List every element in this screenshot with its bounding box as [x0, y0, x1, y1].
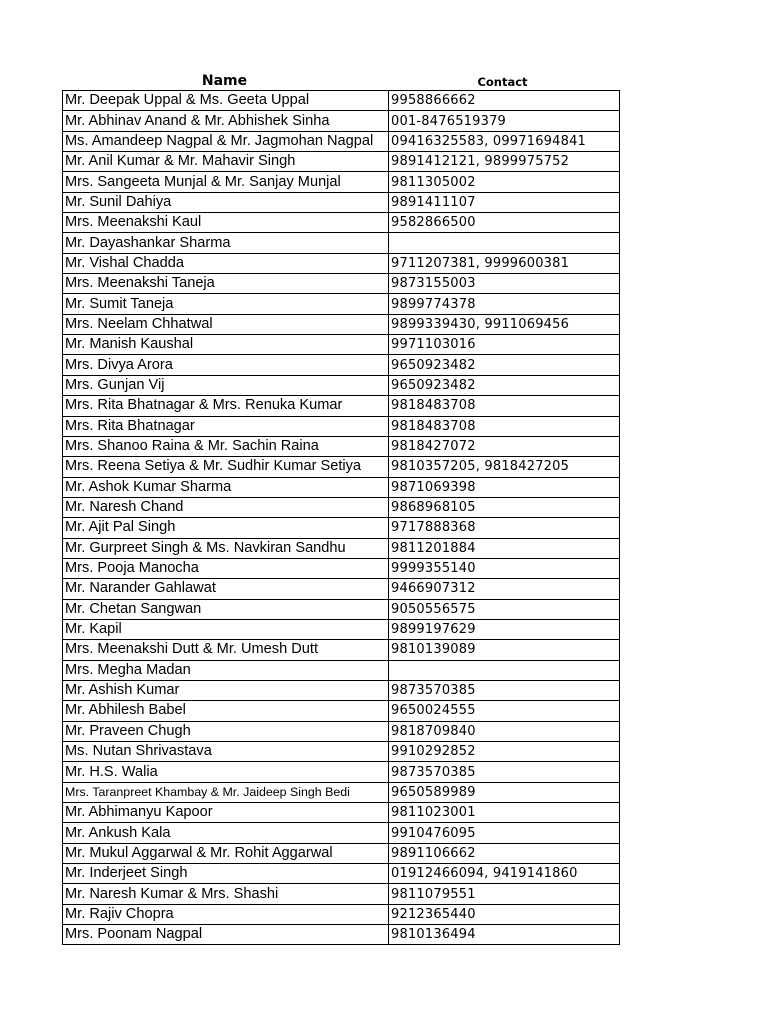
table-row: [63, 619, 620, 639]
contact-cell[interactable]: 9958866662: [389, 91, 620, 111]
table-row: [63, 884, 620, 904]
name-cell[interactable]: Mrs. Neelam Chhatwal: [63, 314, 389, 334]
contact-cell[interactable]: 9650923482: [389, 355, 620, 375]
table-row: [63, 782, 620, 802]
contact-cell[interactable]: 9810357205, 9818427205: [389, 457, 620, 477]
name-cell[interactable]: Mr. Dayashankar Sharma: [63, 233, 389, 253]
table-row: [63, 742, 620, 762]
contact-cell[interactable]: 9811023001: [389, 803, 620, 823]
contact-cell[interactable]: 9910476095: [389, 823, 620, 843]
table-row: [63, 864, 620, 884]
name-cell[interactable]: Mr. Ankush Kala: [63, 823, 389, 843]
name-cell[interactable]: Mr. Mukul Aggarwal & Mr. Rohit Aggarwal: [63, 843, 389, 863]
name-cell[interactable]: Ms. Nutan Shrivastava: [63, 742, 389, 762]
table-row: [63, 579, 620, 599]
contact-cell[interactable]: 09416325583, 09971694841: [389, 131, 620, 151]
contact-cell[interactable]: 9868968105: [389, 497, 620, 517]
name-cell[interactable]: Mrs. Rita Bhatnagar & Mrs. Renuka Kumar: [63, 396, 389, 416]
table-row: [63, 396, 620, 416]
name-cell[interactable]: Mr. Vishal Chadda: [63, 253, 389, 273]
contact-cell[interactable]: 9818483708: [389, 396, 620, 416]
contact-cell[interactable]: 9891412121, 9899975752: [389, 152, 620, 172]
table-row: [63, 680, 620, 700]
name-cell[interactable]: Mrs. Sangeeta Munjal & Mr. Sanjay Munjal: [63, 172, 389, 192]
table-row: [63, 823, 620, 843]
table-row: [63, 131, 620, 151]
name-cell[interactable]: Mr. Chetan Sangwan: [63, 599, 389, 619]
table-row: [63, 558, 620, 578]
contact-cell[interactable]: 9582866500: [389, 213, 620, 233]
contact-cell[interactable]: 9466907312: [389, 579, 620, 599]
name-cell[interactable]: Ms. Amandeep Nagpal & Mr. Jagmohan Nagpal: [63, 131, 389, 151]
contact-sheet: [62, 69, 619, 945]
table-row: [63, 192, 620, 212]
table-row: [63, 375, 620, 395]
name-cell[interactable]: Mr. Abhinav Anand & Mr. Abhishek Sinha: [63, 111, 389, 131]
name-cell[interactable]: Mrs. Rita Bhatnagar: [63, 416, 389, 436]
name-cell[interactable]: Mr. Sumit Taneja: [63, 294, 389, 314]
contact-cell[interactable]: 9818483708: [389, 416, 620, 436]
contact-cell[interactable]: 9899197629: [389, 619, 620, 639]
contact-cell[interactable]: 9871069398: [389, 477, 620, 497]
contact-cell[interactable]: 9811201884: [389, 538, 620, 558]
table-row: [63, 640, 620, 660]
table-row: [63, 111, 620, 131]
table-row: [63, 172, 620, 192]
name-cell[interactable]: Mrs. Megha Madan: [63, 660, 389, 680]
name-cell[interactable]: Mr. Ajit Pal Singh: [63, 518, 389, 538]
contact-cell[interactable]: 001-8476519379: [389, 111, 620, 131]
contact-cell[interactable]: 9811305002: [389, 172, 620, 192]
table-row: [63, 904, 620, 924]
contact-cell[interactable]: 9899774378: [389, 294, 620, 314]
name-column-header: Name: [201, 73, 248, 89]
name-cell[interactable]: Mr. Ashok Kumar Sharma: [63, 477, 389, 497]
contact-table: [62, 90, 620, 945]
contact-cell[interactable]: 9212365440: [389, 904, 620, 924]
contact-cell[interactable]: 9818427072: [389, 436, 620, 456]
name-cell[interactable]: Mr. Naresh Kumar & Mrs. Shashi: [63, 884, 389, 904]
name-cell[interactable]: Mrs. Taranpreet Khambay & Mr. Jaideep Singh Bedi: [63, 782, 389, 802]
name-cell[interactable]: Mr. Inderjeet Singh: [63, 864, 389, 884]
table-row: [63, 91, 620, 111]
name-cell[interactable]: Mr. Kapil: [63, 619, 389, 639]
contact-cell[interactable]: 9891411107: [389, 192, 620, 212]
contact-cell[interactable]: 9899339430, 9911069456: [389, 314, 620, 334]
name-cell[interactable]: Mrs. Reena Setiya & Mr. Sudhir Kumar Setiya: [63, 457, 389, 477]
header-row: [62, 69, 619, 90]
name-cell[interactable]: Mrs. Meenakshi Kaul: [63, 213, 389, 233]
table-row: [63, 335, 620, 355]
name-cell[interactable]: Mr. Rajiv Chopra: [63, 904, 389, 924]
table-row: [63, 843, 620, 863]
name-cell[interactable]: Mr. Abhilesh Babel: [63, 701, 389, 721]
table-row: [63, 314, 620, 334]
contact-cell[interactable]: 9650589989: [389, 782, 620, 802]
contact-cell[interactable]: 9999355140: [389, 558, 620, 578]
contact-cell[interactable]: [389, 233, 620, 253]
name-cell[interactable]: Mr. Anil Kumar & Mr. Mahavir Singh: [63, 152, 389, 172]
table-row: [63, 660, 620, 680]
table-row: [63, 701, 620, 721]
name-cell[interactable]: Mrs. Shanoo Raina & Mr. Sachin Raina: [63, 436, 389, 456]
name-cell[interactable]: Mr. Gurpreet Singh & Ms. Navkiran Sandhu: [63, 538, 389, 558]
name-cell[interactable]: Mrs. Meenakshi Dutt & Mr. Umesh Dutt: [63, 640, 389, 660]
table-row: [63, 457, 620, 477]
name-cell[interactable]: Mr. Ashish Kumar: [63, 680, 389, 700]
contact-cell[interactable]: 9910292852: [389, 742, 620, 762]
contact-cell[interactable]: 9891106662: [389, 843, 620, 863]
contact-cell[interactable]: 9811079551: [389, 884, 620, 904]
table-row: [63, 762, 620, 782]
name-cell[interactable]: Mrs. Poonam Nagpal: [63, 925, 389, 945]
table-row: [63, 803, 620, 823]
contact-column-header: Contact: [477, 75, 528, 89]
contact-cell[interactable]: 9873570385: [389, 762, 620, 782]
table-row: [63, 355, 620, 375]
name-cell[interactable]: Mr. H.S. Walia: [63, 762, 389, 782]
contact-cell[interactable]: 9873570385: [389, 680, 620, 700]
table-row: [63, 518, 620, 538]
name-cell[interactable]: Mr. Abhimanyu Kapoor: [63, 803, 389, 823]
name-cell[interactable]: Mrs. Meenakshi Taneja: [63, 274, 389, 294]
name-cell[interactable]: Mr. Deepak Uppal & Ms. Geeta Uppal: [63, 91, 389, 111]
contact-cell[interactable]: 9818709840: [389, 721, 620, 741]
table-row: [63, 599, 620, 619]
table-row: [63, 253, 620, 273]
name-cell[interactable]: Mr. Sunil Dahiya: [63, 192, 389, 212]
contact-cell[interactable]: 9971103016: [389, 335, 620, 355]
name-cell[interactable]: Mr. Manish Kaushal: [63, 335, 389, 355]
contact-cell[interactable]: 9650923482: [389, 375, 620, 395]
name-cell[interactable]: Mrs. Gunjan Vij: [63, 375, 389, 395]
name-cell[interactable]: Mr. Praveen Chugh: [63, 721, 389, 741]
contact-cell[interactable]: 9810136494: [389, 925, 620, 945]
name-cell[interactable]: Mr. Naresh Chand: [63, 497, 389, 517]
table-row: [63, 497, 620, 517]
contact-cell[interactable]: 9050556575: [389, 599, 620, 619]
table-row: [63, 416, 620, 436]
table-row: [63, 538, 620, 558]
name-cell[interactable]: Mrs. Pooja Manocha: [63, 558, 389, 578]
contact-cell[interactable]: 9717888368: [389, 518, 620, 538]
table-row: [63, 477, 620, 497]
table-row: [63, 274, 620, 294]
contact-table-body: [63, 91, 620, 945]
name-cell[interactable]: Mrs. Divya Arora: [63, 355, 389, 375]
table-row: [63, 721, 620, 741]
table-row: [63, 152, 620, 172]
contact-cell[interactable]: 9650024555: [389, 701, 620, 721]
contact-cell[interactable]: 01912466094, 9419141860: [389, 864, 620, 884]
contact-cell[interactable]: 9810139089: [389, 640, 620, 660]
table-row: [63, 233, 620, 253]
contact-cell[interactable]: 9711207381, 9999600381: [389, 253, 620, 273]
name-cell[interactable]: Mr. Narander Gahlawat: [63, 579, 389, 599]
contact-cell[interactable]: 9873155003: [389, 274, 620, 294]
table-row: [63, 294, 620, 314]
table-row: [63, 213, 620, 233]
table-row: [63, 925, 620, 945]
contact-cell[interactable]: [389, 660, 620, 680]
table-row: [63, 436, 620, 456]
